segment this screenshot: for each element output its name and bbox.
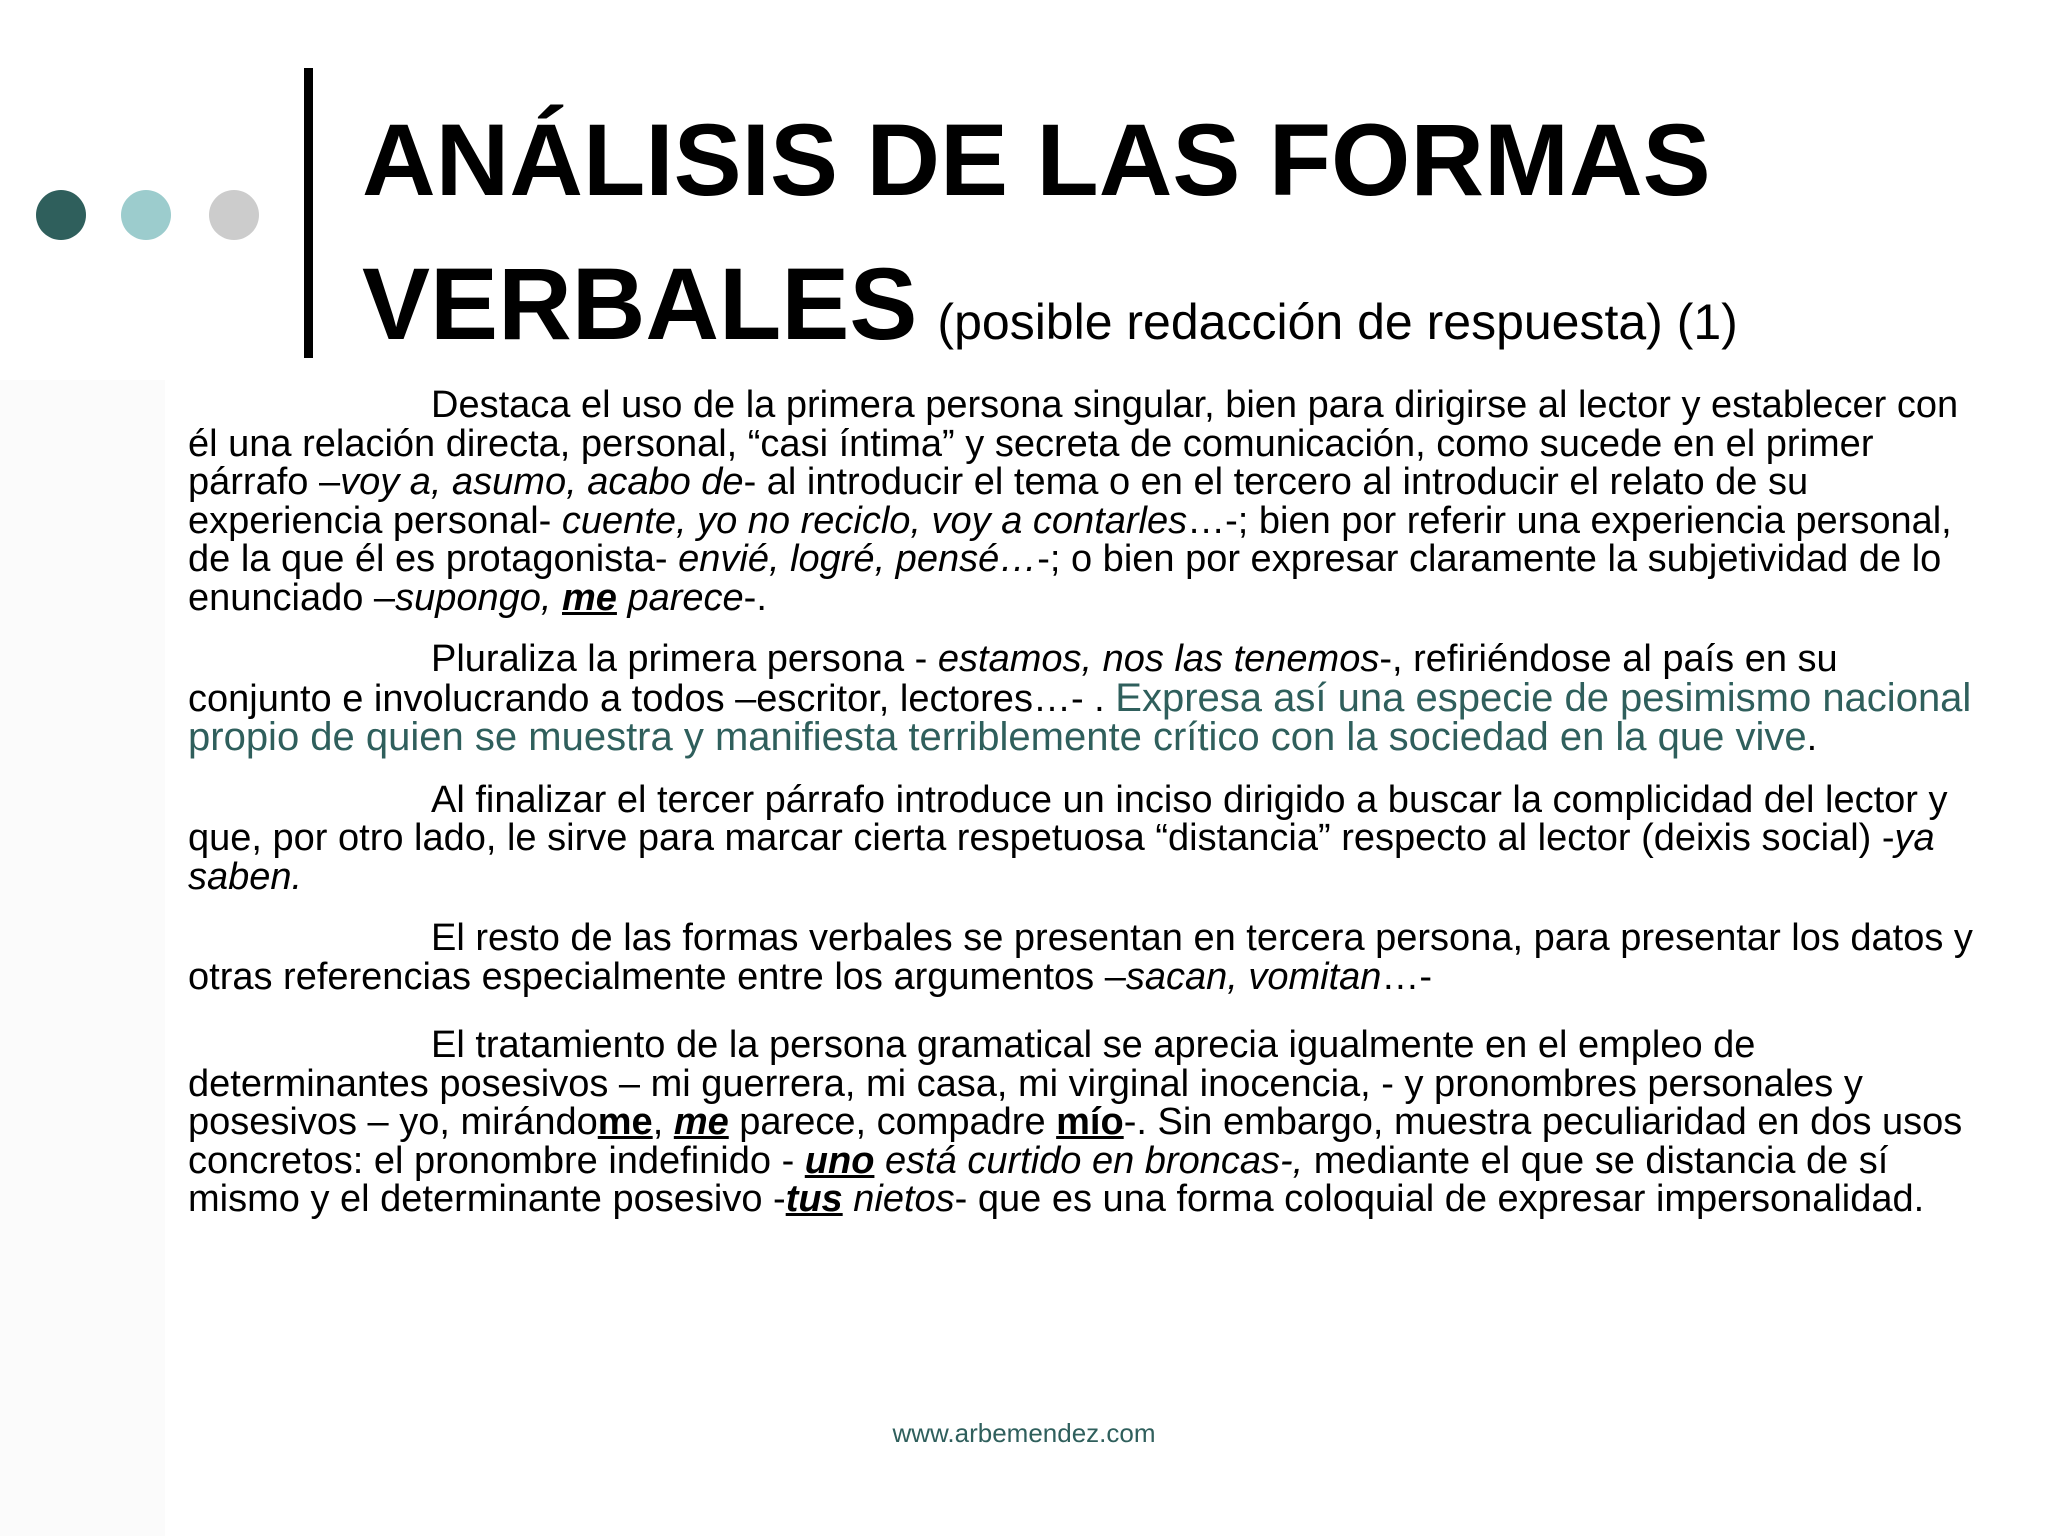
italic-example: envié, logré, pensé… <box>678 538 1038 580</box>
text-run: -. <box>743 576 767 619</box>
emphasized-pronoun: mío <box>1056 1101 1124 1143</box>
highlighted-sentence: Expresa así una especie de pesimismo nacional propio de quien se muestra y manifiesta terriblemente crítico con la sociedad en la que vive <box>188 675 1972 759</box>
text-run: , <box>652 1101 674 1143</box>
italic-example: estamos, nos las tenemos <box>937 638 1380 680</box>
text-run: Al finalizar el tercer párrafo introduce un inciso dirigido a buscar la complicidad del lector y que, por otro lado, le sirve para marcar cierta respetuosa “distancia” respecto al lector (deixis social) - <box>188 778 1948 859</box>
text-run: - al introducir el tema o en el tercero al introducir el relato de su experiencia personal- <box>188 461 1809 542</box>
decorative-dot-dark <box>36 190 86 240</box>
emphasized-pronoun: me <box>562 576 617 619</box>
italic-example: voy a, asumo, acabo de <box>340 461 744 503</box>
slide-body <box>188 386 1988 1242</box>
emphasized-pronoun: tus <box>785 1178 843 1220</box>
emphasized-pronoun: me <box>673 1101 729 1143</box>
text-run: …-; bien por referir una experiencia personal, de la que él es protagonista- <box>188 499 1952 580</box>
text-run: Destaca el uso de la primera persona singular, bien para dirigirse al lector y establecer con él una relación directa, personal, “casi íntima” y secreta de comunicación, como sucede en el primer párrafo – <box>188 384 1959 503</box>
italic-example: sacan, vomitan <box>1125 955 1382 998</box>
title-line-2: VERBALES <box>362 247 918 361</box>
slide-subtitle: (posible redacción de respuesta) (1) <box>937 294 1738 350</box>
left-shade-band <box>0 380 165 1536</box>
text-run: -. Sin embargo, muestra peculiaridad en dos usos concretos: el pronombre indefinido - <box>188 1101 1963 1182</box>
footer-url: www.arbemendez.com <box>892 1418 1156 1448</box>
italic-example: supongo, <box>395 576 562 619</box>
title-vertical-rule <box>304 68 313 358</box>
italic-example: ya saben. <box>188 817 1935 898</box>
paragraph-third-person <box>188 919 1988 996</box>
paragraph-possessives <box>188 1026 1988 1219</box>
emphasized-pronoun: me <box>597 1101 653 1143</box>
text-run: El tratamiento de la persona gramatical se aprecia igualmente en el empleo de determinantes posesivos – mi guerrera, mi casa, mi virginal inocencia, - y pronombres personales y posesivos – yo, mirándo <box>188 1024 1863 1143</box>
text-run: . <box>1806 717 1818 759</box>
text-run: - que es una forma coloquial de expresar impersonalidad. <box>954 1178 1925 1220</box>
text-run: mediante el que se distancia de sí mismo y el determinante posesivo - <box>188 1139 1889 1220</box>
text-run: …- <box>1381 955 1433 998</box>
text-run: -, refiriéndose al país en su conjunto e involucrando a todos –escritor, lectores…- . <box>188 638 1838 720</box>
text-run: Pluraliza la primera persona - <box>431 638 938 680</box>
italic-example: parece <box>616 576 744 619</box>
italic-example: cuente, yo no reciclo, voy a contarles <box>561 499 1188 542</box>
title-line-1: ANÁLISIS DE LAS FORMAS <box>362 103 1711 217</box>
paragraph-plural <box>188 640 1988 758</box>
paragraph-deixis <box>188 778 1988 898</box>
emphasized-pronoun: uno <box>804 1139 875 1182</box>
decorative-dot-gray <box>209 190 259 240</box>
slide-title <box>362 88 2042 394</box>
text-run: -; o bien por expresar claramente la subjetividad de lo enunciado – <box>188 538 1942 619</box>
italic-example: está curtido en broncas-, <box>874 1139 1304 1182</box>
italic-example: nietos <box>842 1178 955 1220</box>
decorative-dot-light <box>121 190 171 240</box>
text-run: El resto de las formas verbales se presentan en tercera persona, para presentar los datos y otras referencias especialmente entre los argumentos – <box>188 917 1973 998</box>
text-run: parece, compadre <box>728 1101 1057 1143</box>
paragraph-first-person <box>188 386 1988 617</box>
